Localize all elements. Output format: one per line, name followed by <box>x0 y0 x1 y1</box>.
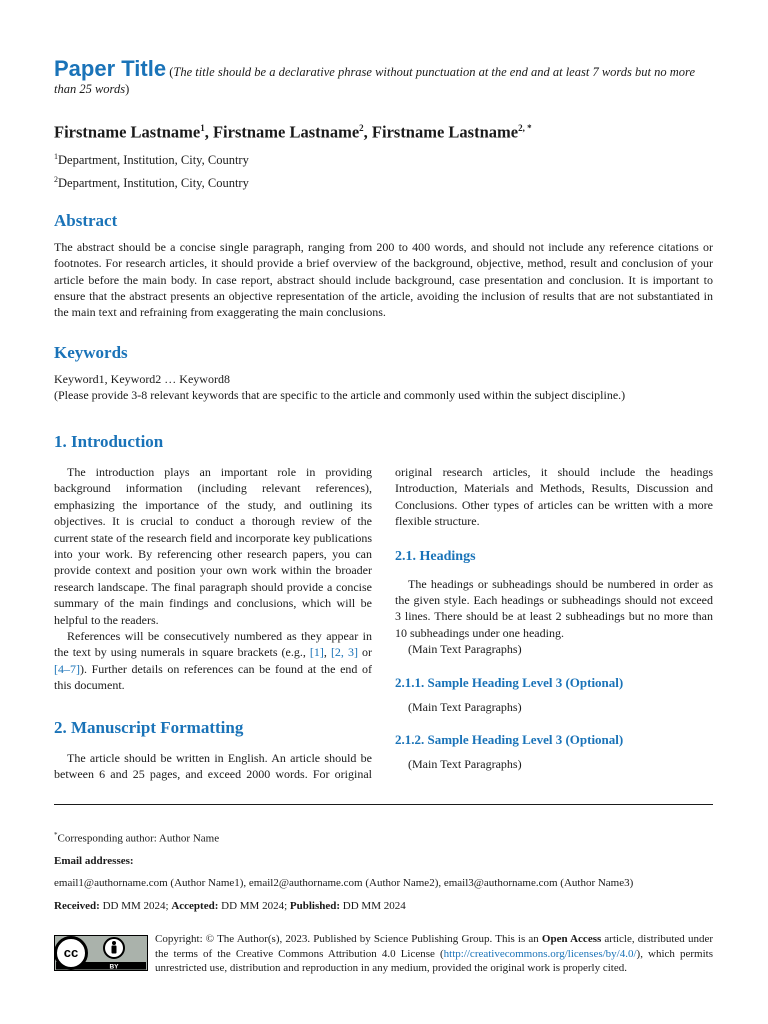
affiliation <box>54 149 713 168</box>
main-text-placeholder: (Main Text Paragraphs) <box>408 757 522 772</box>
affiliation-sup: 1 <box>54 151 58 161</box>
dates-line <box>54 899 713 914</box>
reference-link[interactable]: [4–7] <box>54 661 80 676</box>
abstract-text: The abstract should be a concise single paragraph, ranging from 200 to 400 words, and should not include any reference citations or footnotes. For research articles, it should provide a brief overview of the background, objective, method, result and conclusion of your article before the main body. In case report, abstract should include background, case presentation and conclusion. It is important to ensure that the abstract presents an objective representation of the article, avoiding the inclusion of results that are not substantiated in the main text and refraining from exaggerating the main conclusions. <box>54 239 713 320</box>
headings-paragraph: The headings or subheadings should be numbered in order as the given style. Each headings or subheadings should not exceed 3 lines. There should be at least 2 subheadings but no more than 10 subheadings under one heading. <box>395 576 713 640</box>
left-column <box>54 432 372 783</box>
open-access-label: Open Access <box>541 933 602 945</box>
main-text-placeholder: (Main Text Paragraphs) <box>408 699 522 714</box>
paper-title: Paper Title <box>54 56 167 81</box>
footer-block <box>54 828 713 914</box>
email-addresses: email1@authorname.com (Author Name1), email2@authorname.com (Author Name2), email3@authorname.com (Author Name3) <box>54 876 634 889</box>
intro-paragraph-2 <box>54 628 372 694</box>
title-block <box>54 56 713 98</box>
intro-text: , <box>323 645 331 660</box>
title-note: The title should be a declarative phrase without punctuation at the end and at least 7 words but no more than 25 words <box>54 65 695 96</box>
author-sep: , <box>204 122 213 142</box>
intro-text: References will be consecutively numbered as they appear in the text by using numerals in square brackets (e.g., <box>54 629 372 660</box>
author-name: Firstname Lastname <box>54 122 201 142</box>
keywords-heading: Keywords <box>54 342 128 362</box>
headings-heading: 2.1. Headings <box>395 548 476 564</box>
corr-text: Corresponding author: Author Name <box>57 832 220 845</box>
affiliation-text: Department, Institution, City, Country <box>58 152 249 167</box>
license-text-part: ), which permits unrestricted use, distribution and reproduction in any medium, provided the original work is properly cited. <box>155 947 713 974</box>
keywords-list: Keyword1, Keyword2 … Keyword8 <box>54 371 230 386</box>
author-sup: 2, * <box>518 123 532 133</box>
reference-link[interactable]: [2, 3] <box>330 645 358 660</box>
published-label: Published: <box>289 899 341 912</box>
title-paren-open: ( <box>166 65 174 79</box>
manuscript-formatting-heading: 2. Manuscript Formatting <box>54 717 244 737</box>
cc-text: cc <box>63 945 79 960</box>
paper-header <box>54 56 713 404</box>
right-column <box>395 464 713 772</box>
published-date: DD MM 2024 <box>340 899 406 912</box>
author-sup: 2 <box>359 123 364 133</box>
license-text-part: Copyright: © The Author(s), 2023. Published by Science Publishing Group. This is an <box>155 933 542 945</box>
formatting-paragraph: The article should be written in English. An article should be between 6 and 25 pages, and exceed 2000 words. For original <box>54 750 372 782</box>
keywords-block <box>54 371 713 404</box>
author-name: Firstname Lastname <box>212 122 360 142</box>
cc-by-license-icon <box>54 935 148 971</box>
introduction-heading: 1. Introduction <box>54 432 164 451</box>
corresponding-author <box>54 828 713 847</box>
footer-divider <box>54 804 713 805</box>
reference-link[interactable]: [1] <box>309 645 324 660</box>
license-text-part: article, distributed under the terms of the Creative Commons Attribution 4.0 License ( <box>155 933 713 960</box>
license-url-link[interactable]: http://creativecommons.org/licenses/by/4.0/ <box>443 947 637 960</box>
intro-paragraph-1: The introduction plays an important role in providing background information (including relevant references), emphasizing the importance of the study, and outlining its objectives. It is crucial to conduct a thorough review of the current state of the research field and incorporate key publications into your work. By referencing other research papers, you can provide context and position your own work within the broader research landscape. The final paragraph should provide a concise summary of the main findings and conclusions, which will be helpful to the readers. <box>54 465 372 627</box>
subheading-2-1-1: 2.1.1. Sample Heading Level 3 (Optional) <box>395 674 624 690</box>
accepted-label: Accepted: <box>171 899 219 912</box>
author-name: Firstname Lastname <box>371 122 519 142</box>
author-sup: 1 <box>200 123 205 133</box>
abstract-heading: Abstract <box>54 210 118 230</box>
accepted-date: DD MM 2024; <box>218 899 290 912</box>
title-paren-close: ) <box>125 82 130 96</box>
email-label: Email addresses: <box>54 854 134 867</box>
keywords-note: (Please provide 3-8 relevant keywords that are specific to the article and commonly used within the subject discipline.) <box>54 388 626 403</box>
by-text: BY <box>109 963 119 971</box>
intro-text: ). Further details on references can be found at the end of this document. <box>54 661 372 693</box>
author-list <box>54 118 713 143</box>
received-date: DD MM 2024; <box>99 899 172 912</box>
formatting-paragraph-continued: original research articles, it should include the headings Introduction, Materials and Methods, Results, Discussion and Conclusions. Other types of articles can be written with a more flexible structure. <box>395 465 713 529</box>
main-text-placeholder: (Main Text Paragraphs) <box>408 642 522 657</box>
author-sep: , <box>363 122 372 142</box>
corr-sup: * <box>54 831 58 839</box>
received-label: Received: <box>54 899 100 912</box>
affiliation <box>54 172 713 191</box>
intro-text: or <box>357 645 372 660</box>
subheading-2-1-2: 2.1.2. Sample Heading Level 3 (Optional) <box>395 732 624 748</box>
affiliation-text: Department, Institution, City, Country <box>58 175 249 190</box>
license-text <box>155 932 713 976</box>
affiliation-sup: 2 <box>54 174 58 184</box>
